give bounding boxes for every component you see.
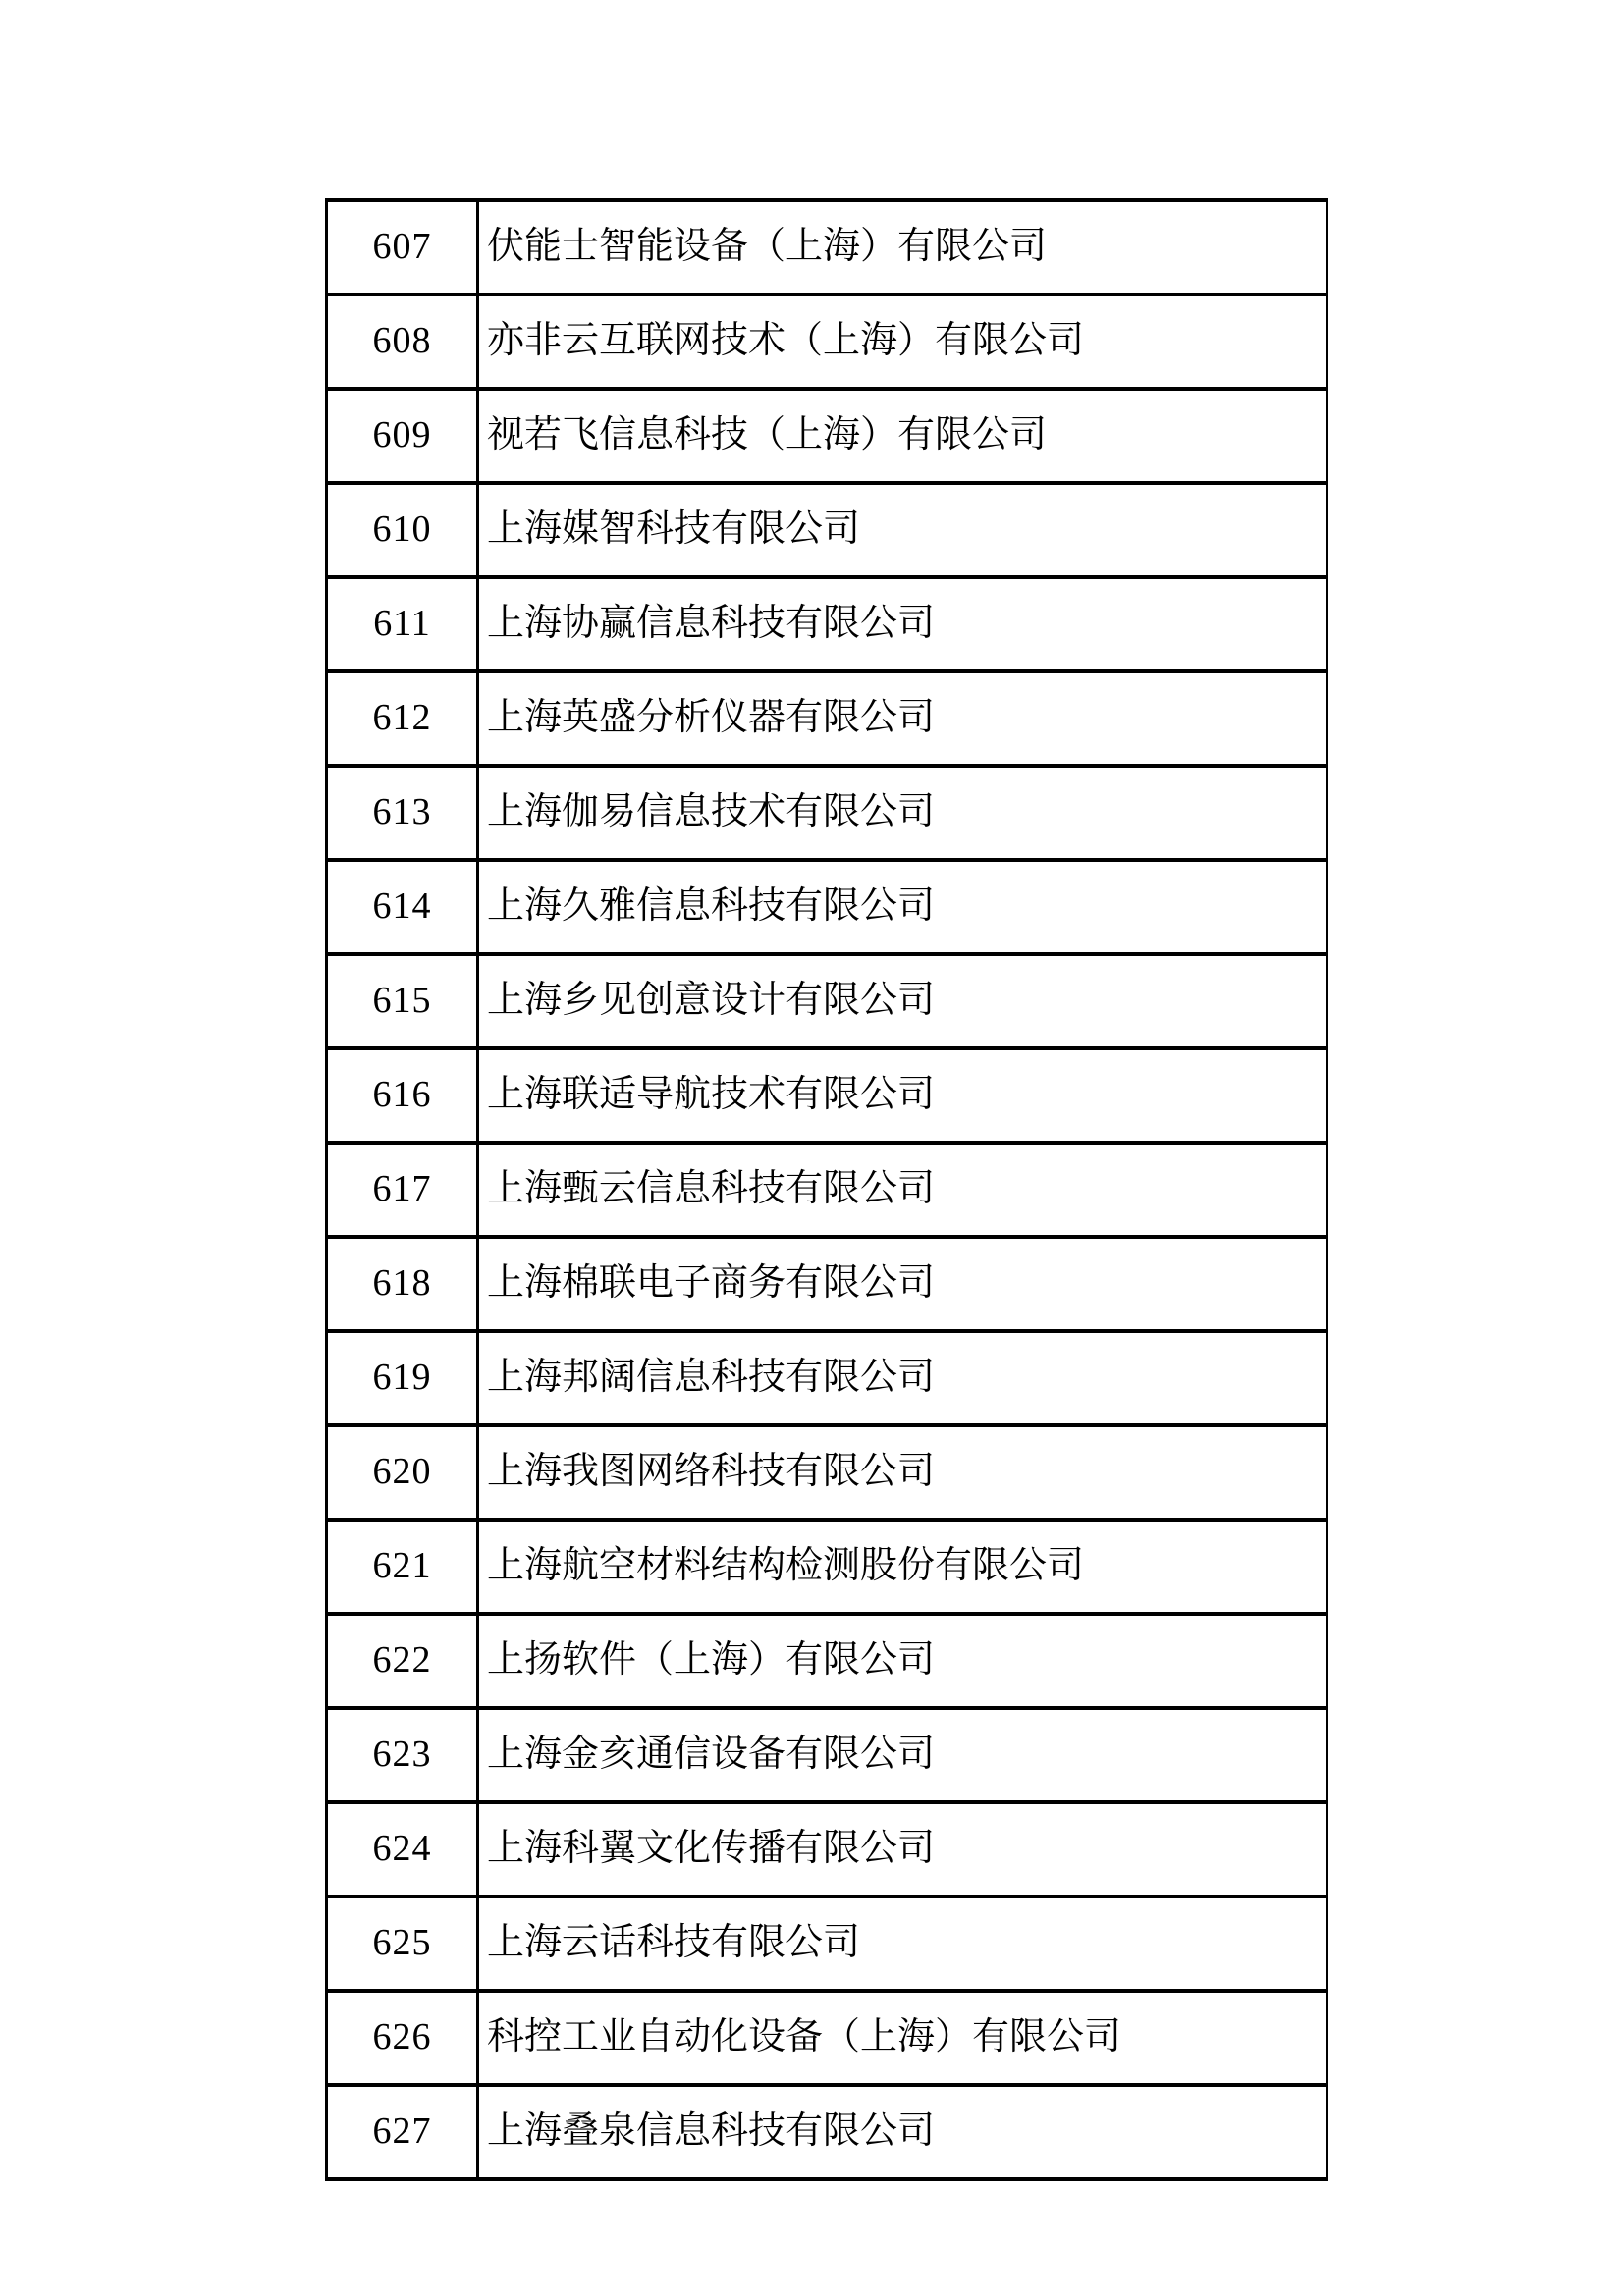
company-name: 上海甄云信息科技有限公司	[478, 1143, 1327, 1237]
row-number: 613	[327, 766, 478, 860]
company-name: 上海联适导航技术有限公司	[478, 1048, 1327, 1143]
company-name: 上海乡见创意设计有限公司	[478, 954, 1327, 1048]
company-name: 上海伽易信息技术有限公司	[478, 766, 1327, 860]
table-row	[327, 2085, 1327, 2179]
row-number: 627	[327, 2085, 478, 2179]
table-row	[327, 766, 1327, 860]
company-name: 亦非云互联网技术（上海）有限公司	[478, 294, 1327, 389]
company-name: 上海邦阔信息科技有限公司	[478, 1331, 1327, 1425]
row-number: 616	[327, 1048, 478, 1143]
company-table-body	[327, 200, 1327, 2179]
table-row	[327, 1143, 1327, 1237]
table-row	[327, 860, 1327, 954]
row-number: 615	[327, 954, 478, 1048]
company-name: 科控工业自动化设备（上海）有限公司	[478, 1991, 1327, 2085]
company-name: 上海协赢信息科技有限公司	[478, 577, 1327, 671]
row-number: 623	[327, 1708, 478, 1802]
row-number: 625	[327, 1896, 478, 1991]
table-row	[327, 1237, 1327, 1331]
company-name: 上海英盛分析仪器有限公司	[478, 671, 1327, 766]
company-name: 伏能士智能设备（上海）有限公司	[478, 200, 1327, 294]
company-name: 上海科翼文化传播有限公司	[478, 1802, 1327, 1896]
company-name: 上海金亥通信设备有限公司	[478, 1708, 1327, 1802]
table-row	[327, 1048, 1327, 1143]
table-row	[327, 1520, 1327, 1614]
table-row	[327, 483, 1327, 577]
table-row	[327, 1708, 1327, 1802]
row-number: 624	[327, 1802, 478, 1896]
table-row	[327, 1614, 1327, 1708]
row-number: 622	[327, 1614, 478, 1708]
table-row	[327, 1425, 1327, 1520]
row-number: 607	[327, 200, 478, 294]
table-row	[327, 1802, 1327, 1896]
row-number: 621	[327, 1520, 478, 1614]
table-row	[327, 389, 1327, 483]
company-name: 上海我图网络科技有限公司	[478, 1425, 1327, 1520]
row-number: 617	[327, 1143, 478, 1237]
company-name: 上海云话科技有限公司	[478, 1896, 1327, 1991]
row-number: 619	[327, 1331, 478, 1425]
table-row	[327, 294, 1327, 389]
company-name: 上海航空材料结构检测股份有限公司	[478, 1520, 1327, 1614]
row-number: 620	[327, 1425, 478, 1520]
table-row	[327, 1331, 1327, 1425]
company-list-table	[325, 198, 1328, 2181]
table-row	[327, 671, 1327, 766]
row-number: 612	[327, 671, 478, 766]
table-row	[327, 200, 1327, 294]
row-number: 618	[327, 1237, 478, 1331]
row-number: 608	[327, 294, 478, 389]
table-row	[327, 577, 1327, 671]
company-name: 上扬软件（上海）有限公司	[478, 1614, 1327, 1708]
table-row	[327, 1896, 1327, 1991]
company-name: 上海久雅信息科技有限公司	[478, 860, 1327, 954]
table-row	[327, 954, 1327, 1048]
row-number: 610	[327, 483, 478, 577]
company-name: 上海叠泉信息科技有限公司	[478, 2085, 1327, 2179]
table-row	[327, 1991, 1327, 2085]
company-name: 上海棉联电子商务有限公司	[478, 1237, 1327, 1331]
row-number: 626	[327, 1991, 478, 2085]
company-name: 视若飞信息科技（上海）有限公司	[478, 389, 1327, 483]
company-name: 上海媒智科技有限公司	[478, 483, 1327, 577]
row-number: 611	[327, 577, 478, 671]
row-number: 609	[327, 389, 478, 483]
row-number: 614	[327, 860, 478, 954]
